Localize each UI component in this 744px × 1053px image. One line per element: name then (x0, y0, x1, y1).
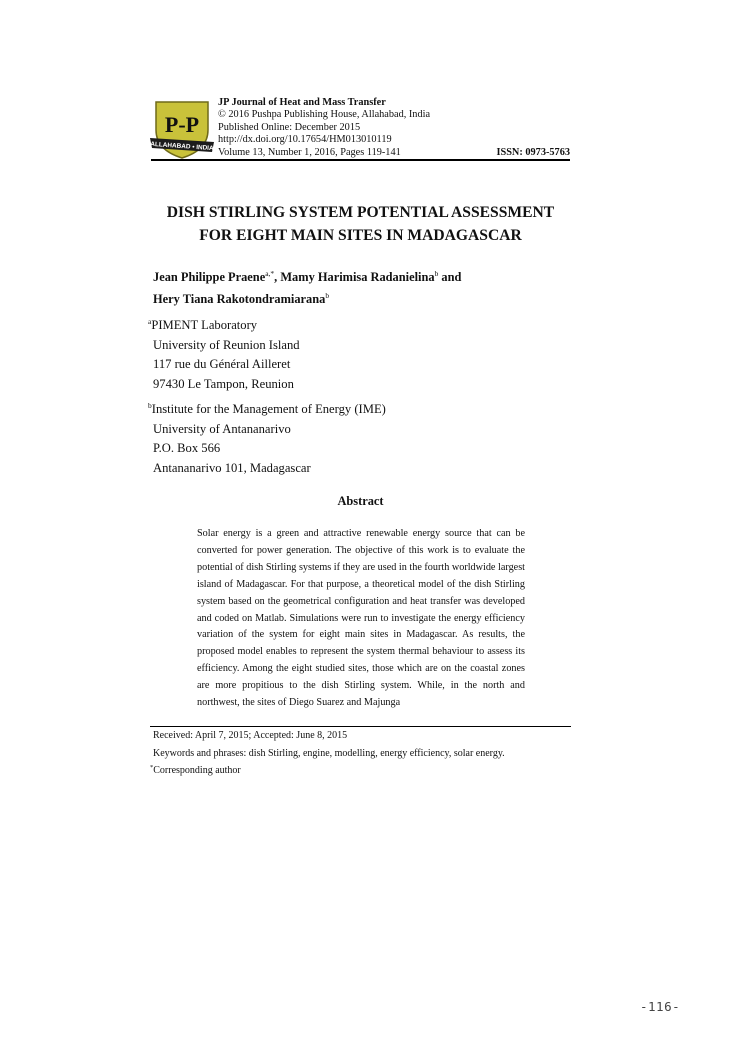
abstract-text: Solar energy is a green and attractive renewable energy source that can be converted for power generation. The objective of this work is to evaluate the potential of dish Stirling systems if they are used in the fourth worldwide largest island of Madagascar. For that purpose, a theoretical model of the dish Stirling system based on the geometrical configuration and heat transfer was developed and coded on Matlab. Simulations were run to investigate the energy efficiency variation of the system for eight main sites in Madagascar. As results, the proposed model enables to represent the system thermal behaviour to assess its efficiency. Among the eight studied sites, those which are on the coastal zones are more propitious to the dish Stirling system. While, in the north and northwest, the sites of Diego Suarez and Majunga (197, 528, 525, 709)
affiliation-line: University of Reunion Island (153, 337, 300, 352)
affiliation-a-mark: a (148, 317, 152, 326)
author-1: Jean Philippe Praene (153, 270, 266, 284)
author-2-sup: b (434, 269, 439, 278)
journal-copyright: © 2016 Pushpa Publishing House, Allahabad, India (218, 109, 431, 121)
author-2: , Mamy Harimisa Radanielina (274, 270, 435, 284)
paper-title (151, 201, 570, 247)
journal-logo (150, 98, 214, 160)
affiliation-line: University of Antananarivo (153, 421, 291, 436)
journal-doi-link[interactable]: http://dx.doi.org/10.17654/HM013010119 (218, 134, 392, 146)
author-list (153, 266, 573, 310)
title-line-2: FOR EIGHT MAIN SITES IN MADAGASCAR (199, 227, 522, 244)
affiliation-line: PIMENT Laboratory (151, 318, 258, 332)
affiliation-a (148, 316, 568, 394)
affiliation-line: 97430 Le Tampon, Reunion (153, 376, 294, 391)
logo-mark: P-P (164, 112, 200, 137)
affiliation-line: P.O. Box 566 (153, 441, 221, 455)
affiliation-line: 117 rue du Général Ailleret (153, 357, 291, 371)
corresponding-mark: * (150, 764, 154, 771)
keywords: Keywords and phrases: dish Stirling, engine, modelling, energy efficiency, solar energy. (153, 748, 505, 759)
corresponding-author-note (150, 764, 241, 777)
journal-published: Published Online: December 2015 (218, 121, 361, 133)
corresponding-text: Corresponding author (153, 765, 241, 776)
abstract-heading: Abstract (337, 494, 384, 508)
title-line-1: DISH STIRLING SYSTEM POTENTIAL ASSESSMENT (166, 204, 555, 221)
journal-volume: Volume 13, Number 1, 2016, Pages 119-141 (218, 146, 401, 158)
footnote-rule (150, 726, 571, 727)
received-dates: Received: April 7, 2015; Accepted: June 8, 2015 (153, 730, 348, 741)
affiliation-b-mark: b (148, 401, 152, 410)
author-3-sup: b (325, 291, 330, 300)
author-1-sup: a,* (265, 269, 275, 278)
affiliation-b (148, 400, 568, 478)
journal-issn: ISSN: 0973-5763 (496, 146, 570, 158)
journal-header (218, 97, 570, 159)
header-rule (151, 159, 570, 161)
journal-name: JP Journal of Heat and Mass Transfer (218, 97, 386, 108)
affiliation-line: Institute for the Management of Energy (IME) (151, 402, 386, 416)
logo-banner: ALLAHABAD • INDIA (150, 140, 214, 153)
author-3: Hery Tiana Rakotondramiarana (153, 292, 326, 306)
page-number: -116- (640, 999, 681, 1014)
author-conjunction: and (438, 270, 462, 284)
affiliation-line: Antananarivo 101, Madagascar (153, 460, 311, 475)
